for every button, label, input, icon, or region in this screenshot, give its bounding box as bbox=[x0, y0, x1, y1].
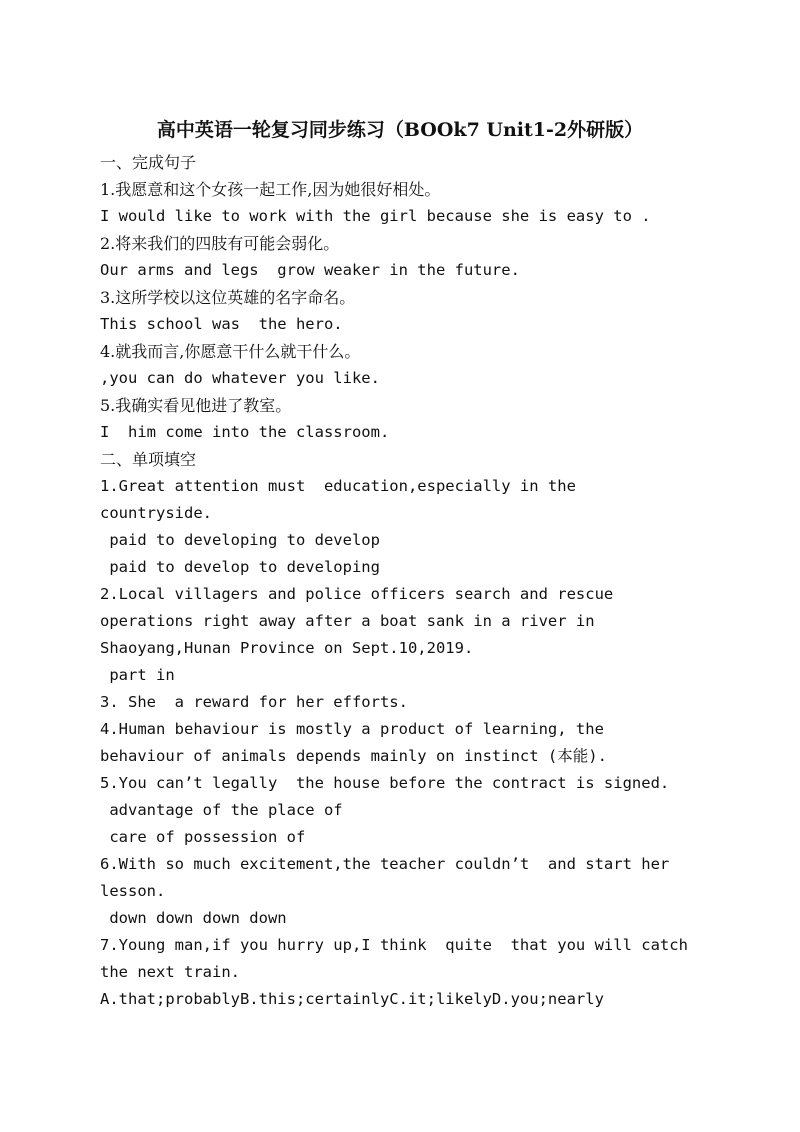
document-line: Our arms and legs grow weaker in the future. bbox=[100, 261, 520, 279]
document-line: 2.Local villagers and police officers search and rescue bbox=[100, 585, 614, 603]
document-line: 4.就我而言,你愿意干什么就干什么。 bbox=[100, 342, 361, 361]
document-line: part in bbox=[100, 666, 175, 684]
document-line: paid to developing to develop bbox=[100, 531, 380, 549]
document-line: 1.我愿意和这个女孩一起工作,因为她很好相处。 bbox=[100, 180, 441, 199]
document-line: care of possession of bbox=[100, 828, 306, 846]
document-line: lesson. bbox=[100, 882, 166, 900]
document-line: I him come into the classroom. bbox=[100, 423, 390, 441]
document-line: This school was the hero. bbox=[100, 315, 343, 333]
document-line: down down down down bbox=[100, 909, 287, 927]
document-line: 5.我确实看见他进了教室。 bbox=[100, 396, 292, 415]
document-line: operations right away after a boat sank in a river in bbox=[100, 612, 595, 630]
document-line: 6.With so much excitement,the teacher couldn’t and start her bbox=[100, 855, 670, 873]
document-line: 3. She a reward for her efforts. bbox=[100, 693, 408, 711]
document-line: 5.You can’t legally the house before the contract is signed. bbox=[100, 774, 670, 792]
document-line: ,you can do whatever you like. bbox=[100, 369, 380, 387]
document-line: A.that;probablyB.this;certainlyC.it;likelyD.you;nearly bbox=[100, 990, 604, 1008]
document-line: I would like to work with the girl because she is easy to . bbox=[100, 207, 651, 225]
document-line: Shaoyang,Hunan Province on Sept.10,2019. bbox=[100, 639, 474, 657]
document-line: countryside. bbox=[100, 504, 212, 522]
document-line: 一、完成句子 bbox=[100, 153, 197, 172]
document-line: behaviour of animals depends mainly on instinct (本能). bbox=[100, 747, 607, 765]
document-line: 1.Great attention must education,especially in the bbox=[100, 477, 576, 495]
document-body bbox=[100, 149, 710, 1013]
document-line: paid to develop to developing bbox=[100, 558, 380, 576]
document-line: advantage of the place of bbox=[100, 801, 343, 819]
document-line: 4.Human behaviour is mostly a product of learning, the bbox=[100, 720, 604, 738]
document-title: 高中英语一轮复习同步练习（BOOk7 Unit1-2外研版） bbox=[156, 119, 644, 141]
document-line: 2.将来我们的四肢有可能会弱化。 bbox=[100, 234, 340, 253]
document-line: the next train. bbox=[100, 963, 240, 981]
document-line: 3.这所学校以这位英雄的名字命名。 bbox=[100, 288, 356, 307]
document-line: 7.Young man,if you hurry up,I think quite that you will catch bbox=[100, 936, 688, 954]
document-line: 二、单项填空 bbox=[100, 450, 197, 469]
